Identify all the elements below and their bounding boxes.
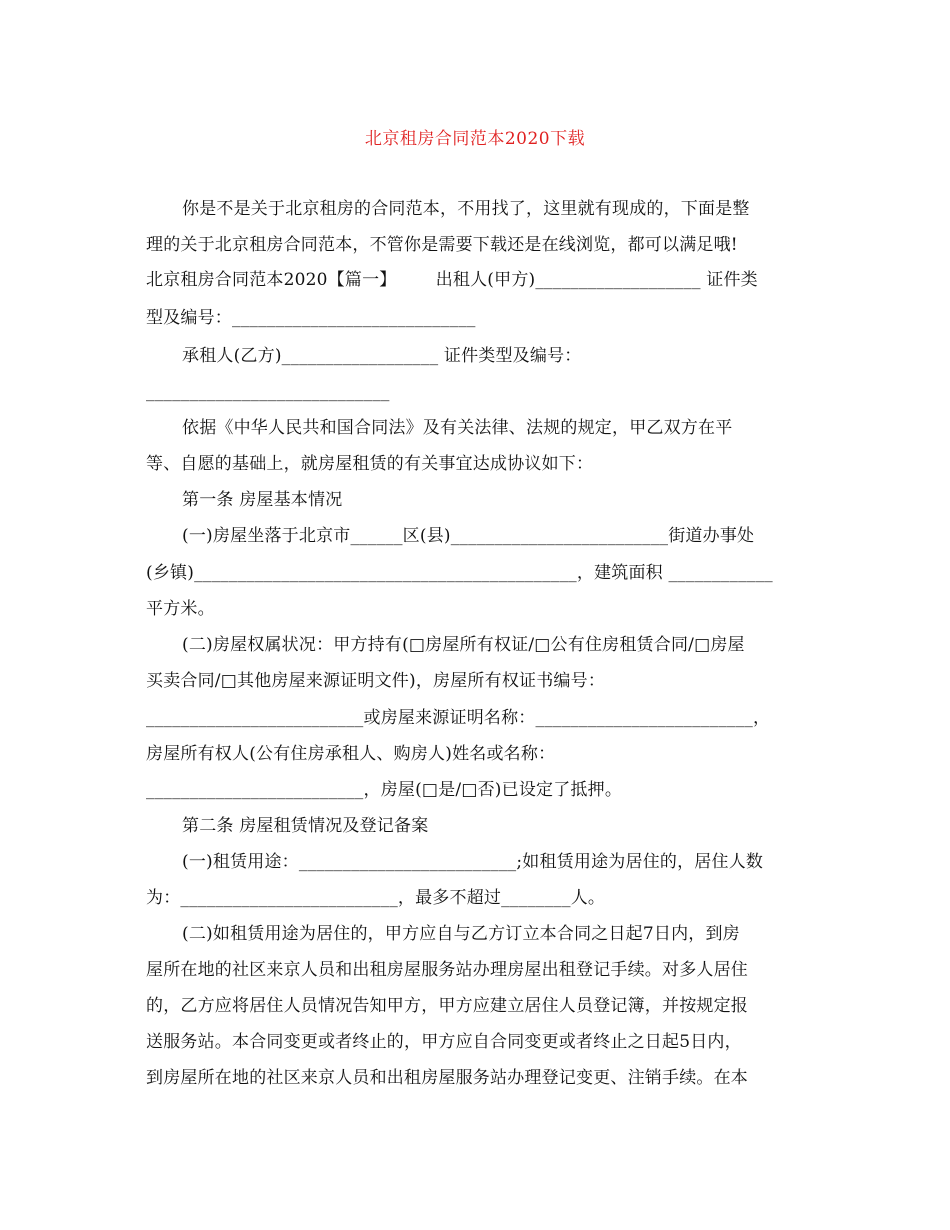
paragraph-line: (二)如租赁用途为居住的，甲方应自与乙方订立本合同之日起7日内，到房 (182, 924, 740, 944)
paragraph-line: 等、自愿的基础上，就房屋租赁的有关事宜达成协议如下： (146, 454, 594, 474)
paragraph-line: (一)房屋坐落于北京市______区(县)_________________________街道办事处 (182, 526, 755, 546)
paragraph-line: 屋所在地的社区来京人员和出租房屋服务站办理房屋出租登记手续。对多人居住 (146, 960, 748, 980)
paragraph-line: 型及编号：____________________________ (146, 308, 476, 328)
paragraph-line: 你是不是关于北京租房的合同范本，不用找了，这里就有现成的，下面是整 (182, 199, 750, 219)
paragraph-line: 到房屋所在地的社区来京人员和出租房屋服务站办理登记变更、注销手续。在本 (146, 1068, 748, 1088)
paragraph-line: 理的关于北京租房合同范本，不管你是需要下载还是在线浏览，都可以满足哦! (146, 235, 738, 255)
section-heading: 第二条 房屋租赁情况及登记备案 (182, 816, 429, 836)
paragraph-line: 为：_________________________，最多不超过________人。 (146, 888, 606, 908)
paragraph-line: 买卖合同/□其他房屋来源证明文件)，房屋所有权证书编号： (146, 671, 606, 691)
paragraph-line: (二)房屋权属状况：甲方持有(□房屋所有权证/□公有住房租赁合同/□房屋 (182, 635, 745, 655)
paragraph-line: 的，乙方应将居住人员情况告知甲方，甲方应建立居住人员登记簿，并按规定报 (146, 996, 748, 1016)
paragraph-line: _________________________，房屋(□是/□否)已设定了抵押。 (146, 780, 623, 800)
section-heading: 第一条 房屋基本情况 (182, 490, 343, 510)
paragraph-line: 承租人(乙方)__________________ 证件类型及编号： (182, 346, 582, 366)
document-title: 北京租房合同范本2020下载 (364, 129, 586, 149)
paragraph-line: 北京租房合同范本2020【篇一】 出租人(甲方)___________________ 证件类 (146, 270, 758, 290)
paragraph-line: 平方米。 (146, 599, 215, 619)
paragraph-line: _________________________或房屋来源证明名称：_________________________， (146, 708, 771, 728)
paragraph-line: (乡镇)____________________________________________，建筑面积 ____________ (146, 563, 773, 583)
paragraph-line: 依据《中华人民共和国合同法》及有关法律、法规的规定，甲乙双方在平 (182, 418, 733, 438)
paragraph-line: 房屋所有权人(公有住房承租人、购房人)姓名或名称： (146, 744, 556, 764)
paragraph-line: (一)租赁用途：_________________________;如租赁用途为居住的，居住人数 (182, 852, 764, 872)
paragraph-line: ____________________________ (146, 382, 390, 402)
paragraph-line: 送服务站。本合同变更或者终止的，甲方应自合同变更或者终止之日起5日内， (146, 1032, 742, 1052)
